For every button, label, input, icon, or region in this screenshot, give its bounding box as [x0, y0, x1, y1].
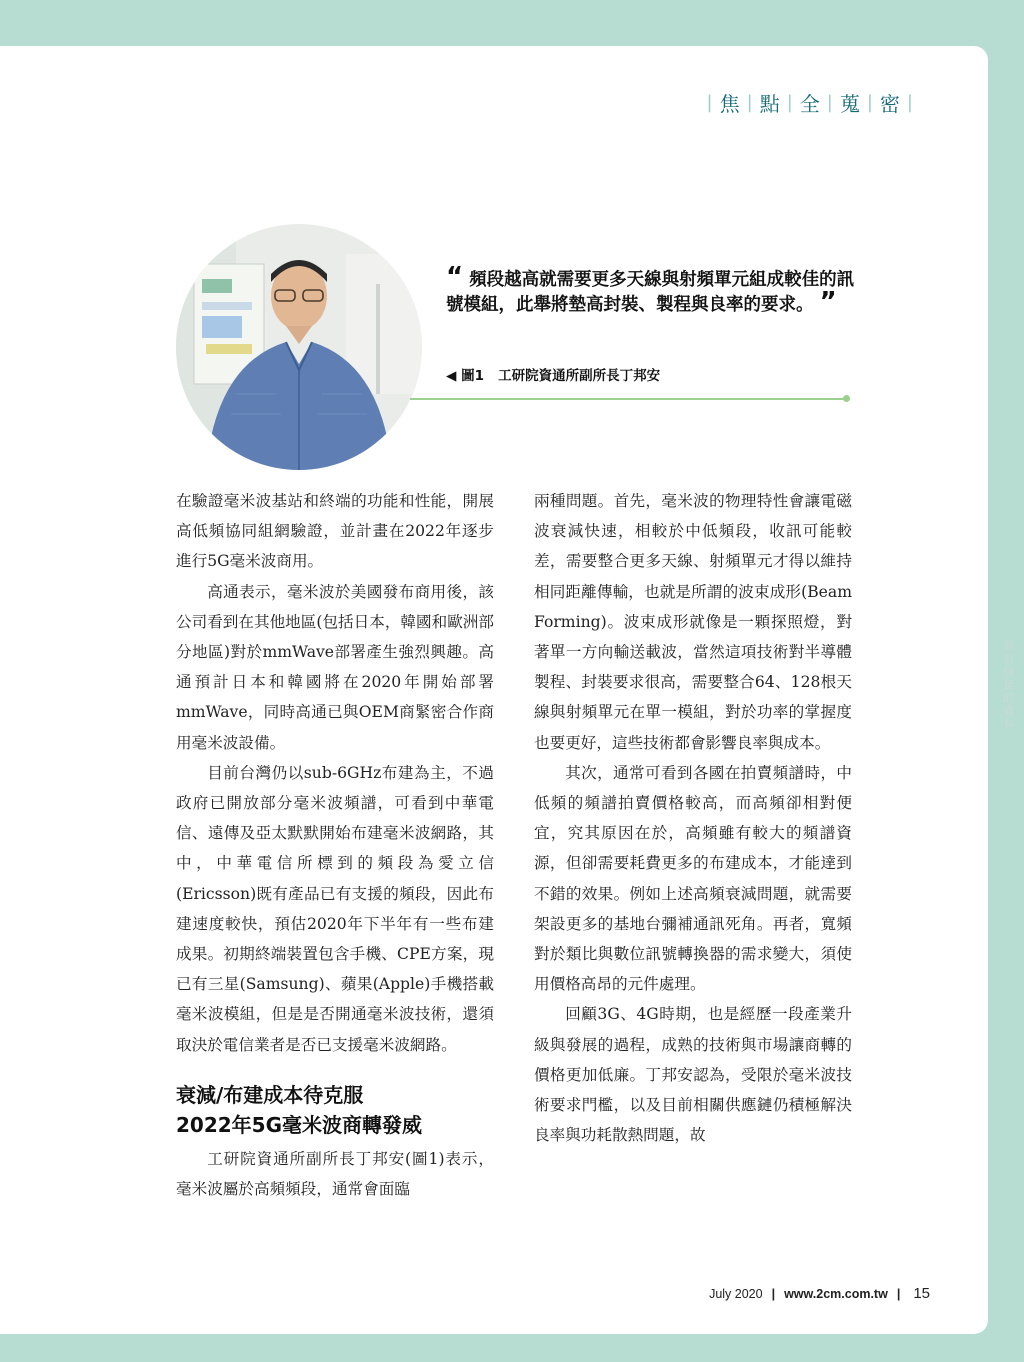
section-char: 密	[879, 92, 902, 116]
divider-dot	[843, 395, 850, 402]
paragraph: 在驗證毫米波基站和終端的功能和性能，開展高低頻協同組網驗證，並計畫在2022年逐步進行5G毫米波商用。	[176, 492, 494, 571]
footer-separator: |	[896, 1286, 901, 1301]
paragraph: 工研院資通所副所長丁邦安(圖1)表示，毫米波屬於高頻頻段，通常會面臨	[176, 1149, 494, 1199]
section-char: 點	[759, 92, 782, 116]
page-footer	[709, 1285, 930, 1302]
section-char: 焦	[719, 92, 742, 116]
issue-date: July 2020	[709, 1286, 763, 1301]
portrait-photo	[176, 224, 422, 470]
close-quote-mark: ”	[819, 287, 837, 317]
paragraph: 兩種問題。首先，毫米波的物理特性會讓電磁波衰減快速，相較於中低頻段，收訊可能較差，需要整合更多天線、射頻單元才得以維持相同距離傳輸，也就是所謂的波束成形(Beam Forming)。波束成形就像是一顆探照燈，對著單一方向輸送載波，當然這項技術對半導體製程、封裝要求很高，需要整合64、128根天線與射頻單元在單一模組，對於功率的掌握度也要更好，這些技術都會影響良率與成本。	[534, 492, 852, 752]
page-number: 15	[913, 1285, 930, 1302]
paragraph: 回顧3G、4G時期，也是經歷一段產業升級與發展的過程，成熟的技術與市場讓商轉的價格更加低廉。丁邦安認為，受限於毫米波技術要求門檻，以及目前相關供應鏈仍積極解決良率與功耗散熱問題，故	[534, 1005, 852, 1145]
right-column	[534, 486, 852, 1150]
website-url[interactable]: www.2cm.com.tw	[784, 1286, 888, 1301]
footer-separator: |	[771, 1286, 776, 1301]
figure-caption	[446, 364, 660, 384]
section-char: 蒐	[839, 92, 862, 116]
side-watermark-text: 具有保留的資料	[1002, 640, 1015, 731]
caption-arrow-icon: ◀	[446, 368, 457, 384]
section-char: 全	[799, 92, 822, 116]
section-heading-line: 衰減/布建成本待克服	[176, 1082, 364, 1107]
paragraph: 目前台灣仍以sub-6GHz布建為主，不過政府已開放部分毫米波頻譜，可看到中華電信、遠傳及亞太默默開始布建毫米波網路，其中，中華電信所標到的頻段為愛立信(Ericsson)既有產品已有支援的頻段，因此布建速度較快，預估2020年下半年有一些布建成果。初期終端裝置包含手機、CPE方案，現已有三星(Samsung)、蘋果(Apple)手機搭載毫米波模組，但是是否開通毫米波技術，還須取決於電信業者是否已支援毫米波網路。	[176, 763, 494, 1054]
caption-divider	[410, 398, 846, 400]
section-header: | 焦 | 點 | 全 | 蒐 | 密 |	[702, 88, 920, 117]
magazine-page	[0, 46, 988, 1334]
paragraph: 其次，通常可看到各國在拍賣頻譜時，中低頻的頻譜拍賣價格較高，而高頻卻相對便宜，究其原因在於，高頻雖有較大的頻譜資源，但卻需要耗費更多的布建成本，才能達到不錯的效果。例如上述高頻衰減問題，就需要架設更多的基地台彌補通訊死角。再者，寬頻對於類比與數位訊號轉換器的需求變大，須使用價格高昂的元件處理。	[534, 763, 852, 994]
pull-quote	[446, 262, 856, 318]
figure-label: 圖1	[461, 368, 484, 384]
paragraph: 高通表示，毫米波於美國發布商用後，該公司看到在其他地區(包括日本，韓國和歐洲部分地區)對於mmWave部署產生強烈興趣。高通預計日本和韓國將在2020年開始部署mmWave，同時高通已與OEM商緊密合作商用毫米波設備。	[176, 582, 494, 752]
section-heading-line: 2022年5G毫米波商轉發威	[176, 1112, 422, 1137]
figure-caption-text: 工研院資通所副所長丁邦安	[498, 368, 661, 384]
portrait-image	[176, 224, 422, 470]
pull-quote-text: 頻段越高就需要更多天線與射頻單元組成較佳的訊號模組，此舉將墊高封裝、製程與良率的要求。	[446, 270, 855, 315]
left-column	[176, 486, 494, 1204]
open-quote-mark: “	[446, 262, 464, 292]
section-heading	[176, 1080, 494, 1140]
